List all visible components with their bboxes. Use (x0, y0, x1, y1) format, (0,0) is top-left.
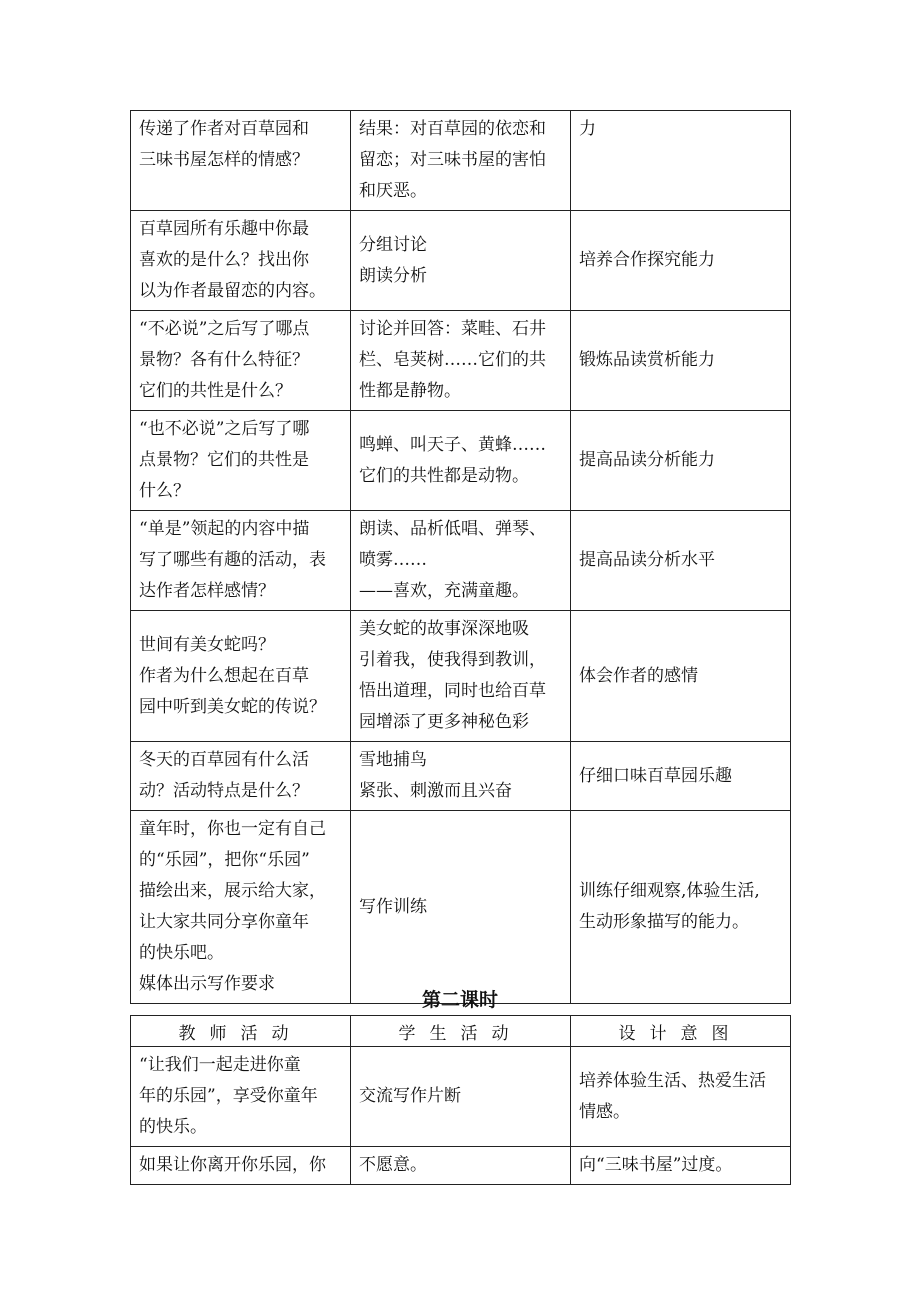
teacher-cell-line: 如果让你离开你乐园，你 (139, 1155, 326, 1175)
table-row (131, 1147, 791, 1185)
teacher-cell-line: 的快乐。 (139, 1117, 207, 1137)
table-row (131, 611, 791, 742)
student-cell-line: 悟出道理，同时也给百草 (359, 681, 546, 701)
section-title: 第二课时 (421, 989, 498, 1011)
design-cell (571, 742, 791, 811)
design-cell (571, 1047, 791, 1147)
teacher-cell-line: 年的乐园”，享受你童年 (139, 1086, 318, 1106)
student-cell-line: 分组讨论 (359, 234, 427, 255)
teacher-cell-line: 传递了作者对百草园和 (139, 119, 309, 139)
table-row (131, 511, 791, 611)
teacher-cell-line: 喜欢的是什么？找出你 (139, 250, 309, 270)
teacher-cell-line: 作者为什么想起在百草 (139, 665, 309, 686)
teacher-cell (131, 1047, 351, 1147)
teacher-cell-line: 让大家共同分享你童年 (139, 912, 309, 932)
design-cell (571, 211, 791, 311)
teacher-cell (131, 511, 351, 611)
design-cell (571, 311, 791, 411)
student-cell-line: 紧张、刺激而且兴奋 (359, 781, 512, 801)
teacher-cell-line: 达作者怎样感情？ (139, 581, 275, 601)
student-cell-line: 朗读分析 (359, 265, 427, 286)
design-cell-line: 力 (579, 119, 596, 139)
header-student-activity: 学生活动 (351, 1016, 571, 1047)
table-row (131, 742, 791, 811)
design-cell-line: 向“三味书屋”过度。 (579, 1155, 733, 1175)
teacher-cell-line: “也不必说”之后写了哪 (139, 419, 310, 439)
teacher-cell-line: 它们的共性是什么？ (139, 381, 292, 401)
teacher-cell-line: 描绘出来，展示给大家， (139, 881, 326, 901)
design-cell (571, 111, 791, 211)
teacher-cell (131, 742, 351, 811)
teacher-cell-line: 动？活动特点是什么？ (139, 781, 309, 801)
design-cell-line: 提高品读分析水平 (579, 550, 715, 570)
table-row (131, 411, 791, 511)
student-cell-line: ——喜欢，充满童趣。 (359, 581, 529, 601)
student-cell-line: 交流写作片断 (359, 1086, 461, 1106)
teacher-cell (131, 311, 351, 411)
teacher-cell-line: 园中听到美女蛇的传说？ (139, 696, 326, 717)
student-cell-line: 讨论并回答：菜畦、石井 (359, 319, 546, 339)
teacher-cell-line: 冬天的百草园有什么活 (139, 750, 309, 770)
design-cell (571, 411, 791, 511)
teacher-cell (131, 811, 351, 1004)
student-cell-line: 不愿意。 (359, 1155, 427, 1175)
teacher-cell (131, 211, 351, 311)
student-cell (351, 811, 571, 1004)
student-cell-line: 喷雾…… (359, 550, 427, 570)
student-cell-line: 它们的共性都是动物。 (359, 465, 529, 486)
design-cell (571, 811, 791, 1004)
student-cell (351, 1047, 571, 1147)
teacher-cell (131, 611, 351, 742)
design-cell-line: 仔细口味百草园乐趣 (579, 765, 732, 786)
design-cell-line: 生动形象描写的能力。 (579, 912, 749, 932)
student-cell-line: 留恋；对三味书屋的害怕 (359, 150, 546, 170)
header-row (131, 1016, 791, 1047)
student-cell-line: 栏、皂荚树……它们的共 (359, 350, 546, 370)
teacher-cell-line: 景物？各有什么特征？ (139, 350, 309, 370)
teacher-cell-line: 以为作者最留恋的内容。 (139, 281, 326, 301)
student-cell-line: 朗读、品析低唱、弹琴、 (359, 519, 546, 539)
design-cell-line: 情感。 (579, 1101, 630, 1122)
table-row (131, 1047, 791, 1147)
teacher-cell (131, 111, 351, 211)
table-row (131, 111, 791, 211)
student-cell (351, 311, 571, 411)
lesson-plan-table-2 (130, 1015, 791, 1185)
design-cell-line: 提高品读分析能力 (579, 450, 715, 470)
student-cell-line: 引着我，使我得到教训， (359, 650, 546, 670)
teacher-cell-line: “让我们一起走进你童 (139, 1055, 301, 1075)
teacher-cell-line: 世间有美女蛇吗？ (139, 634, 275, 655)
student-cell (351, 211, 571, 311)
table-row (131, 311, 791, 411)
lesson-plan-table-1 (130, 110, 791, 1004)
teacher-cell-line: 的快乐吧。 (139, 943, 224, 963)
student-cell (351, 611, 571, 742)
student-cell-line: 和厌恶。 (359, 181, 427, 201)
design-cell-line: 锻炼品读赏析能力 (579, 350, 715, 370)
teacher-cell-line: 写了哪些有趣的活动，表 (139, 550, 326, 570)
teacher-cell-line: “单是”领起的内容中描 (139, 519, 310, 539)
design-cell (571, 1147, 791, 1185)
teacher-cell (131, 1147, 351, 1185)
student-cell-line: 园增添了更多神秘色彩 (359, 712, 529, 732)
teacher-cell-line: 媒体出示写作要求 (139, 974, 275, 994)
student-cell-line: 美女蛇的故事深深地吸 (359, 619, 529, 639)
table-body (131, 1047, 791, 1185)
student-cell-line: 结果：对百草园的依恋和 (359, 119, 546, 139)
student-cell-line: 写作训练 (359, 896, 427, 917)
header-teacher-activity: 教师活动 (131, 1016, 351, 1047)
student-cell (351, 511, 571, 611)
table-row (131, 811, 791, 1004)
design-cell-line: 培养体验生活、热爱生活 (579, 1070, 766, 1091)
teacher-cell-line: 三味书屋怎样的情感？ (139, 150, 309, 170)
design-cell (571, 511, 791, 611)
student-cell-line: 性都是静物。 (359, 381, 461, 401)
student-cell-line: 鸣蝉、叫天子、黄蜂…… (359, 434, 546, 455)
student-cell (351, 742, 571, 811)
student-cell (351, 1147, 571, 1185)
table-row (131, 211, 791, 311)
student-cell (351, 111, 571, 211)
teacher-cell (131, 411, 351, 511)
teacher-cell-line: 点景物？它们的共性是 (139, 450, 309, 470)
teacher-cell-line: 的“乐园”，把你“乐园” (139, 850, 310, 870)
student-cell (351, 411, 571, 511)
design-cell (571, 611, 791, 742)
design-cell-line: 训练仔细观察,体验生活, (579, 881, 760, 901)
header-design-intent: 设计意图 (571, 1016, 791, 1047)
design-cell-line: 培养合作探究能力 (579, 250, 715, 270)
teacher-cell-line: “不必说”之后写了哪点 (139, 319, 310, 339)
teacher-cell-line: 百草园所有乐趣中你最 (139, 219, 309, 239)
teacher-cell-line: 童年时，你也一定有自己 (139, 819, 326, 839)
teacher-cell-line: 什么？ (139, 481, 190, 501)
design-cell-line: 体会作者的感情 (579, 665, 698, 686)
table-body (131, 111, 791, 1004)
student-cell-line: 雪地捕鸟 (359, 750, 427, 770)
